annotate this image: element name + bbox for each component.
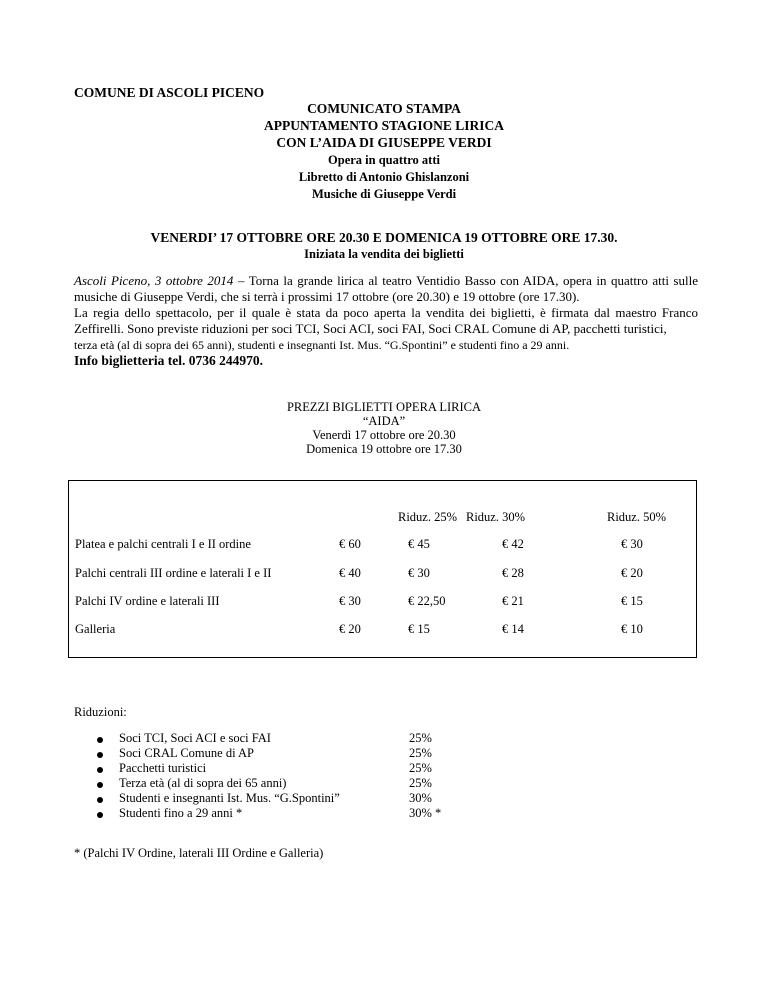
discount-label: Studenti e insegnanti Ist. Mus. “G.Spontini” bbox=[119, 791, 340, 805]
dateline: Ascoli Piceno, 3 ottobre 2014 bbox=[74, 273, 234, 288]
row-price-30: € 42 bbox=[502, 537, 524, 551]
row-price-50: € 15 bbox=[621, 594, 643, 608]
prices-heading-opera: “AIDA” bbox=[362, 414, 406, 428]
discount-label: Soci TCI, Soci ACI e soci FAI bbox=[119, 731, 271, 745]
discounts-title: Riduzioni: bbox=[74, 705, 127, 719]
row-price-50: € 10 bbox=[621, 622, 643, 636]
bullet-icon bbox=[97, 752, 103, 758]
prices-heading-title: PREZZI BIGLIETTI OPERA LIRICA bbox=[286, 400, 482, 414]
prices-heading-date-1: Venerdì 17 ottobre ore 20.30 bbox=[312, 428, 456, 442]
prices-heading-date-2: Domenica 19 ottobre ore 17.30 bbox=[306, 442, 462, 456]
libretto-subtitle: Libretto di Antonio Ghislanzoni bbox=[298, 170, 470, 184]
discount-label: Studenti fino a 29 anni * bbox=[119, 806, 243, 820]
dates-heading: VENERDI’ 17 OTTOBRE ORE 20.30 E DOMENICA 19 OTTOBRE ORE 17.30. bbox=[150, 230, 618, 245]
row-full-price: € 40 bbox=[339, 566, 361, 580]
discount-value: 25% bbox=[409, 746, 432, 760]
opera-subtitle: Opera in quattro atti bbox=[328, 153, 440, 167]
discount-label: Soci CRAL Comune di AP bbox=[119, 746, 254, 760]
row-price-50: € 20 bbox=[621, 566, 643, 580]
row-price-30: € 14 bbox=[502, 622, 524, 636]
row-price-25: € 22,50 bbox=[408, 594, 446, 608]
body-paragraph-3: terza età (al di sopra dei 65 anni), studenti e insegnanti Ist. Mus. “G.Spontini” e studenti fino a 29 anni. bbox=[74, 338, 570, 352]
column-header-30: Riduz. 30% bbox=[466, 510, 526, 524]
press-body bbox=[74, 273, 698, 369]
row-price-25: € 45 bbox=[408, 537, 430, 551]
discount-value: 25% bbox=[409, 761, 432, 775]
music-subtitle: Musiche di Giuseppe Verdi bbox=[311, 187, 457, 201]
aida-title: CON L’AIDA DI GIUSEPPE VERDI bbox=[276, 135, 492, 150]
row-price-25: € 15 bbox=[408, 622, 430, 636]
discount-value: 25% bbox=[409, 731, 432, 745]
row-label: Palchi centrali III ordine e laterali I e II bbox=[75, 566, 272, 580]
box-office-info: Info biglietteria tel. 0736 244970. bbox=[74, 353, 263, 368]
row-full-price: € 60 bbox=[339, 537, 361, 551]
row-price-30: € 28 bbox=[502, 566, 524, 580]
row-label: Platea e palchi centrali I e II ordine bbox=[75, 537, 251, 551]
comune-title: COMUNE DI ASCOLI PICENO bbox=[74, 85, 265, 100]
discount-value: 25% bbox=[409, 776, 432, 790]
row-label: Galleria bbox=[75, 622, 116, 636]
bullet-icon bbox=[97, 812, 103, 818]
column-header-50: Riduz. 50% bbox=[607, 510, 667, 524]
dates-subheading: Iniziata la vendita dei biglietti bbox=[304, 247, 464, 261]
bullet-icon bbox=[97, 797, 103, 803]
discount-label: Terza età (al di sopra dei 65 anni) bbox=[119, 776, 287, 790]
bullet-icon bbox=[97, 737, 103, 743]
row-price-25: € 30 bbox=[408, 566, 430, 580]
body-paragraph-1: – Torna la grande lirica al teatro Ventidio Basso con AIDA, opera in quattro atti sulle musiche di Giuseppe Verdi, che si terrà i prossimi 17 ottobre (ore 20.30) e 19 ottobre (ore 17.30). bbox=[74, 273, 698, 304]
discount-label: Pacchetti turistici bbox=[119, 761, 207, 775]
season-title: APPUNTAMENTO STAGIONE LIRICA bbox=[263, 118, 505, 133]
bullet-icon bbox=[97, 767, 103, 773]
row-price-30: € 21 bbox=[502, 594, 524, 608]
body-paragraph-2: La regia dello spettacolo, per il quale è stata da poco aperta la vendita dei biglietti, è firmata dal maestro Franco Zeffirelli. Sono previste riduzioni per soci TCI, Soci ACI, soci FAI, Soci CRAL Comune di AP, pacchetti turistici, bbox=[74, 305, 698, 336]
column-header-25: Riduz. 25% bbox=[398, 510, 458, 524]
footnote: * (Palchi IV Ordine, laterali III Ordine e Galleria) bbox=[74, 846, 324, 860]
row-full-price: € 30 bbox=[339, 594, 361, 608]
discount-value: 30% bbox=[409, 791, 432, 805]
row-full-price: € 20 bbox=[339, 622, 361, 636]
discount-value: 30% * bbox=[409, 806, 442, 820]
row-price-50: € 30 bbox=[621, 537, 643, 551]
row-label: Palchi IV ordine e laterali III bbox=[75, 594, 220, 608]
bullet-icon bbox=[97, 782, 103, 788]
press-release-title: COMUNICATO STAMPA bbox=[307, 101, 461, 116]
